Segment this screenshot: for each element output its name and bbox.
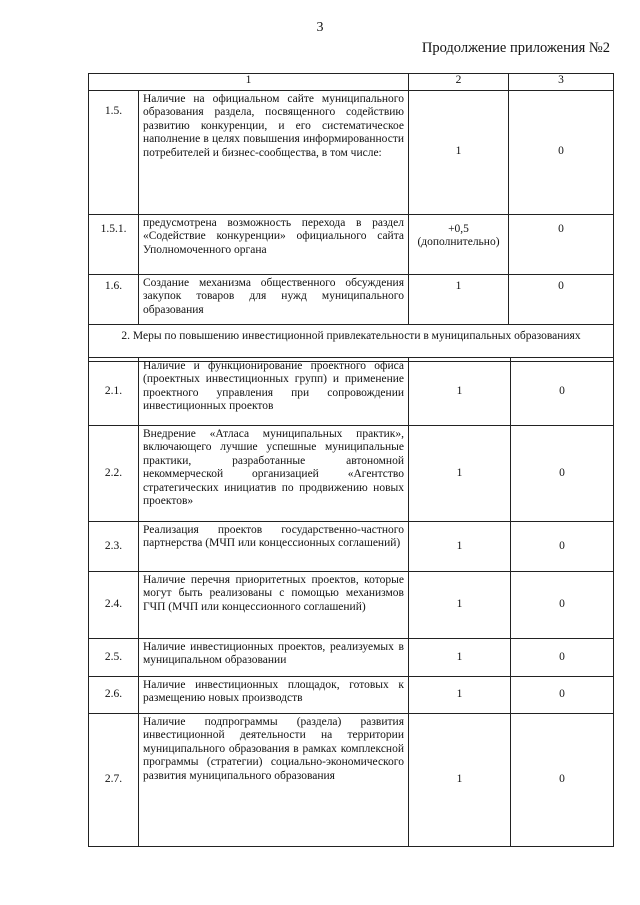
row-score: 1 (409, 677, 511, 714)
table-row (89, 572, 614, 639)
header-col-2: 2 (409, 74, 509, 91)
row-text: Внедрение «Атласа муниципальных практик», включающего лучшие успешные муниципальные практики, разработанные автономной некоммерческой организацией «Агентство стратегических инициатив по продвижению новых проектов» (139, 426, 409, 522)
row-score: 1 (409, 572, 511, 639)
criteria-table-section-2 (88, 357, 614, 847)
section-heading: 2. Меры по повышению инвестиционной привлекательности в муниципальных образованиях (89, 325, 614, 362)
row-number: 2.6. (89, 677, 139, 714)
row-number: 1.6. (89, 275, 139, 325)
row-text: предусмотрена возможность перехода в раздел «Содействие конкуренции» официального сайта Уполномоченного органа (139, 215, 409, 275)
row-score-alt: 0 (511, 677, 614, 714)
row-score-alt: 0 (511, 358, 614, 426)
table-row (89, 677, 614, 714)
section-row (89, 325, 614, 362)
row-score-alt: 0 (511, 572, 614, 639)
row-number: 2.7. (89, 714, 139, 847)
table-row (89, 358, 614, 426)
row-score-alt: 0 (511, 639, 614, 677)
row-score: 1 (409, 714, 511, 847)
row-text: Наличие на официальном сайте муниципального образования раздела, посвященного содействию развитию конкуренции, и его систематическое наполнение в целях повышения информированности потребителей и бизнес-сообщества, в том числе: (139, 91, 409, 215)
row-score: 1 (409, 522, 511, 572)
continuation-heading: Продолжение приложения №2 (421, 40, 610, 56)
table-row (89, 639, 614, 677)
table-header-row (89, 74, 614, 91)
row-number: 1.5.1. (89, 215, 139, 275)
header-col-1: 1 (89, 74, 409, 91)
row-score: 1 (409, 275, 509, 325)
criteria-table (88, 73, 614, 362)
header-col-3: 3 (509, 74, 614, 91)
row-number: 2.3. (89, 522, 139, 572)
row-number: 2.4. (89, 572, 139, 639)
table-row (89, 714, 614, 847)
row-score: 1 (409, 358, 511, 426)
row-text: Реализация проектов государственно-частного партнерства (МЧП или концессионных соглашений) (139, 522, 409, 572)
row-score-alt: 0 (511, 522, 614, 572)
row-text: Создание механизма общественного обсуждения закупок товаров для нужд муниципального образования (139, 275, 409, 325)
row-text: Наличие инвестиционных проектов, реализуемых в муниципальном образовании (139, 639, 409, 677)
row-score-alt: 0 (509, 91, 614, 215)
row-text: Наличие подпрограммы (раздела) развития инвестиционной деятельности на территории муниципального образования в рамках комплексной программы (стратегии) социально-экономического развития муниципального образования (139, 714, 409, 847)
table-row (89, 215, 614, 275)
row-score-alt: 0 (511, 426, 614, 522)
table-row (89, 275, 614, 325)
row-number: 2.2. (89, 426, 139, 522)
row-score-alt: 0 (509, 215, 614, 275)
row-number: 2.5. (89, 639, 139, 677)
row-score-alt: 0 (511, 714, 614, 847)
table-row (89, 91, 614, 215)
row-number: 1.5. (89, 91, 139, 215)
row-score: 1 (409, 426, 511, 522)
row-text: Наличие и функционирование проектного офиса (проектных инвестиционных групп) и применение проектного управления при сопровождении инвестиционных проектов (139, 358, 409, 426)
row-score: 1 (409, 91, 509, 215)
row-score: 1 (409, 639, 511, 677)
row-text: Наличие перечня приоритетных проектов, которые могут быть реализованы с помощью механизмов ГЧП (МЧП или концессионного соглашений) (139, 572, 409, 639)
page-number: 3 (316, 20, 324, 35)
table-row (89, 522, 614, 572)
table-row (89, 426, 614, 522)
row-number: 2.1. (89, 358, 139, 426)
row-text: Наличие инвестиционных площадок, готовых к размещению новых производств (139, 677, 409, 714)
row-score: +0,5 (дополнительно) (409, 215, 509, 275)
row-score-alt: 0 (509, 275, 614, 325)
